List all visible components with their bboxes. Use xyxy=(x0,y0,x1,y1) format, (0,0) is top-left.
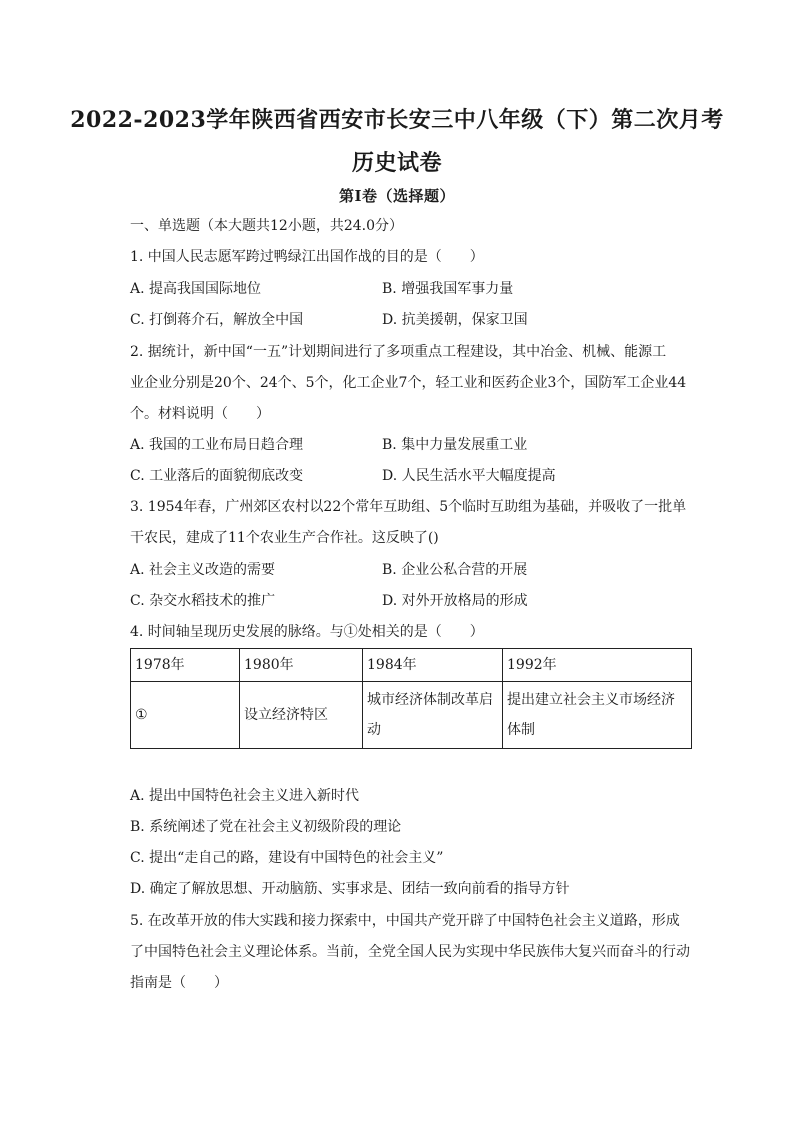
q1-option-c: C. 打倒蒋介石，解放全中国 xyxy=(130,312,304,328)
q3-stem-line1: 3. 1954年春，广州郊区农村以22个常年互助组、5个临时互助组为基础，并吸收了一批单 xyxy=(130,499,687,515)
q3-stem-line2: 干农民，建成了11个农业生产合作社。这反映了() xyxy=(130,530,439,546)
q3-option-c: C. 杂交水稻技术的推广 xyxy=(130,593,276,609)
q5-stem-line3: 指南是（ ） xyxy=(130,975,228,991)
timeline-year: 1984年 xyxy=(363,649,503,682)
timeline-event-row xyxy=(131,682,692,749)
timeline-event: ① xyxy=(131,682,240,749)
q2-option-a: A. 我国的工业布局日趋合理 xyxy=(130,437,304,453)
q1-option-b: B. 增强我国军事力量 xyxy=(382,281,514,297)
q4-option-d: D. 确定了解放思想、开动脑筋、实事求是、团结一致向前看的指导方针 xyxy=(130,881,570,897)
q2-stem-line2: 业企业分别是20个、24个、5个，化工企业7个，轻工业和医药企业3个，国防军工企业44 xyxy=(130,375,687,391)
q3-option-a: A. 社会主义改造的需要 xyxy=(130,562,276,578)
section-heading: 一、单选题（本大题共12小题，共24.0分） xyxy=(130,218,403,234)
q2-option-c: C. 工业落后的面貌彻底改变 xyxy=(130,468,304,484)
q2-stem-line3: 个。材料说明（ ） xyxy=(130,406,270,422)
q3-option-d: D. 对外开放格局的形成 xyxy=(382,593,528,609)
q4-option-b: B. 系统阐述了党在社会主义初级阶段的理论 xyxy=(130,819,402,835)
q3-option-b: B. 企业公私合营的开展 xyxy=(382,562,528,578)
q2-stem-line1: 2. 据统计，新中国“一五”计划期间进行了多项重点工程建设，其中冶金、机械、能源工 xyxy=(130,344,667,360)
q1-option-d: D. 抗美援朝，保家卫国 xyxy=(382,312,528,328)
q1-option-a: A. 提高我国国际地位 xyxy=(130,281,262,297)
timeline-year: 1978年 xyxy=(131,649,240,682)
q5-stem-line1: 5. 在改革开放的伟大实践和接力探索中，中国共产党开辟了中国特色社会主义道路，形成 xyxy=(130,913,680,929)
q4-option-c: C. 提出“走自己的路，建设有中国特色的社会主义” xyxy=(130,850,444,866)
timeline-table xyxy=(130,648,692,749)
timeline-year-row xyxy=(131,649,692,682)
timeline-event: 提出建立社会主义市场经济体制 xyxy=(503,682,692,749)
q1-stem: 1. 中国人民志愿军跨过鸭绿江出国作战的目的是（ ） xyxy=(130,249,484,265)
q4-stem: 4. 时间轴呈现历史发展的脉络。与①处相关的是（ ） xyxy=(130,624,484,640)
q5-stem-line2: 了中国特色社会主义理论体系。当前，全党全国人民为实现中华民族伟大复兴而奋斗的行动 xyxy=(130,944,690,960)
q4-option-a: A. 提出中国特色社会主义进入新时代 xyxy=(130,788,360,804)
volume-heading: 第I卷（选择题） xyxy=(338,187,456,205)
exam-title-line1: 2022-2023学年陕西省西安市长安三中八年级（下）第二次月考 xyxy=(70,107,724,133)
timeline-event: 设立经济特区 xyxy=(240,682,363,749)
exam-title-line2: 历史试卷 xyxy=(351,150,442,176)
q2-option-d: D. 人民生活水平大幅度提高 xyxy=(382,468,556,484)
timeline-year: 1992年 xyxy=(503,649,692,682)
timeline-year: 1980年 xyxy=(240,649,363,682)
q2-option-b: B. 集中力量发展重工业 xyxy=(382,437,528,453)
timeline-event: 城市经济体制改革启动 xyxy=(363,682,503,749)
